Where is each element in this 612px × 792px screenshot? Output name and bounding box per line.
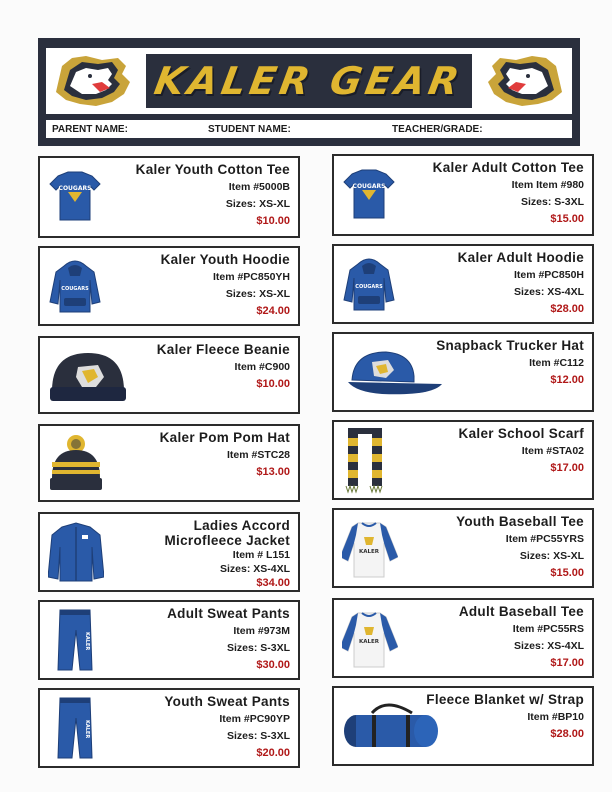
sweat-pants-icon <box>48 608 102 672</box>
product-name: Youth Sweat Pants <box>164 694 290 709</box>
price: $15.00 <box>550 567 584 579</box>
item-number: Item Item #980 <box>511 179 584 191</box>
svg-text:KALER: KALER <box>358 639 380 645</box>
product-details <box>136 162 290 227</box>
product-card <box>38 688 300 768</box>
product-card <box>332 154 594 236</box>
product-name: Kaler Adult Cotton Tee <box>432 160 584 175</box>
svg-text:KALER: KALER <box>84 720 90 739</box>
beanie-icon <box>48 347 128 403</box>
product-card <box>332 244 594 324</box>
price: $15.00 <box>550 213 584 225</box>
cougar-head-icon <box>482 52 566 110</box>
tee-icon <box>342 168 396 222</box>
cougar-logo-right <box>482 52 566 110</box>
svg-text:COUGARS: COUGARS <box>58 185 92 192</box>
product-details <box>165 518 290 589</box>
svg-text:COUGARS: COUGARS <box>352 183 386 190</box>
sizes: Sizes: XS-XL <box>225 198 290 210</box>
teacher-grade-label: TEACHER/GRADE: <box>392 124 483 135</box>
header-banner <box>46 48 572 114</box>
item-number: Item #973M <box>233 625 290 637</box>
price: $12.00 <box>550 374 584 386</box>
svg-text:KALER: KALER <box>84 632 90 651</box>
price: $17.00 <box>550 657 584 669</box>
item-number: Item #PC850H <box>513 269 584 281</box>
product-details <box>459 426 584 474</box>
product-card <box>38 424 300 502</box>
item-number: Item # L151 <box>232 549 290 561</box>
baseball-tee-icon <box>342 607 398 669</box>
price: $34.00 <box>256 577 290 589</box>
product-details <box>426 692 584 740</box>
sizes: Sizes: S-3XL <box>520 196 584 208</box>
product-card <box>38 156 300 238</box>
svg-text:COUGARS: COUGARS <box>355 284 383 290</box>
product-card <box>38 512 300 592</box>
cougar-head-icon <box>52 52 136 110</box>
product-name: Adult Sweat Pants <box>167 606 290 621</box>
item-number: Item #STA02 <box>521 445 584 457</box>
product-card <box>38 246 300 326</box>
product-name: Kaler Youth Cotton Tee <box>135 162 290 177</box>
price: $28.00 <box>550 728 584 740</box>
sizes: Sizes: XS-XL <box>519 550 584 562</box>
product-name: Microfleece Jacket <box>164 533 290 548</box>
item-number: Item #BP10 <box>527 711 584 723</box>
price: $13.00 <box>256 466 290 478</box>
product-details <box>157 342 290 390</box>
product-card <box>332 598 594 678</box>
trucker-hat-icon <box>342 344 446 400</box>
page-title: KALER GEAR <box>151 59 467 103</box>
sizes: Sizes: S-3XL <box>226 730 290 742</box>
item-number: Item #PC850YH <box>212 271 290 283</box>
product-card <box>332 508 594 588</box>
parent-name-label: PARENT NAME: <box>52 124 128 135</box>
price: $30.00 <box>256 659 290 671</box>
order-form-header <box>38 38 580 146</box>
price: $24.00 <box>256 305 290 317</box>
product-name: Kaler Youth Hoodie <box>160 252 290 267</box>
product-details <box>459 604 584 669</box>
price: $17.00 <box>550 462 584 474</box>
price: $20.00 <box>256 747 290 759</box>
product-name: Adult Baseball Tee <box>458 604 584 619</box>
product-card <box>332 420 594 500</box>
title-band <box>146 54 472 108</box>
product-card <box>332 332 594 412</box>
product-card <box>332 686 594 766</box>
product-name: Kaler Adult Hoodie <box>457 250 584 265</box>
svg-text:COUGARS: COUGARS <box>61 286 89 292</box>
price: $28.00 <box>550 303 584 315</box>
item-number: Item #5000B <box>228 181 290 193</box>
product-details <box>167 606 290 671</box>
cougar-logo-left <box>52 52 136 110</box>
student-name-label: STUDENT NAME: <box>208 124 291 135</box>
svg-text:KALER: KALER <box>358 549 380 555</box>
product-card <box>38 336 300 414</box>
item-number: Item #C112 <box>529 357 584 369</box>
product-details <box>456 514 584 579</box>
sizes: Sizes: XS-4XL <box>513 286 584 298</box>
item-number: Item #STC28 <box>226 449 290 461</box>
product-details <box>433 160 584 225</box>
product-name: Youth Baseball Tee <box>456 514 584 529</box>
tee-icon <box>48 170 102 224</box>
product-name: Kaler School Scarf <box>458 426 584 441</box>
item-number: Item #C900 <box>234 361 290 373</box>
sizes: Sizes: XS-4XL <box>219 563 290 575</box>
product-name: Snapback Trucker Hat <box>436 338 584 353</box>
sweat-pants-icon <box>48 696 102 760</box>
product-name: Fleece Blanket w/ Strap <box>426 692 584 707</box>
product-details <box>164 694 290 759</box>
sizes: Sizes: S-3XL <box>226 642 290 654</box>
baseball-tee-icon <box>342 517 398 579</box>
name-fields-row <box>46 120 572 138</box>
jacket-icon <box>48 521 104 583</box>
product-details <box>161 252 290 317</box>
product-details <box>458 250 584 315</box>
item-number: Item #PC55YRS <box>505 533 584 545</box>
product-details <box>160 430 290 478</box>
sizes: Sizes: XS-XL <box>225 288 290 300</box>
product-name: Kaler Fleece Beanie <box>156 342 290 357</box>
hoodie-icon <box>342 256 396 312</box>
pom-pom-hat-icon <box>48 434 104 492</box>
item-number: Item #PC90YP <box>219 713 290 725</box>
item-number: Item #PC55RS <box>512 623 584 635</box>
price: $10.00 <box>256 215 290 227</box>
sizes: Sizes: XS-4XL <box>513 640 584 652</box>
product-details <box>436 338 584 386</box>
price: $10.00 <box>256 378 290 390</box>
product-name: Ladies Accord <box>193 518 290 533</box>
scarf-icon <box>342 426 388 494</box>
product-card <box>38 600 300 680</box>
product-name: Kaler Pom Pom Hat <box>159 430 290 445</box>
hoodie-icon <box>48 258 102 314</box>
